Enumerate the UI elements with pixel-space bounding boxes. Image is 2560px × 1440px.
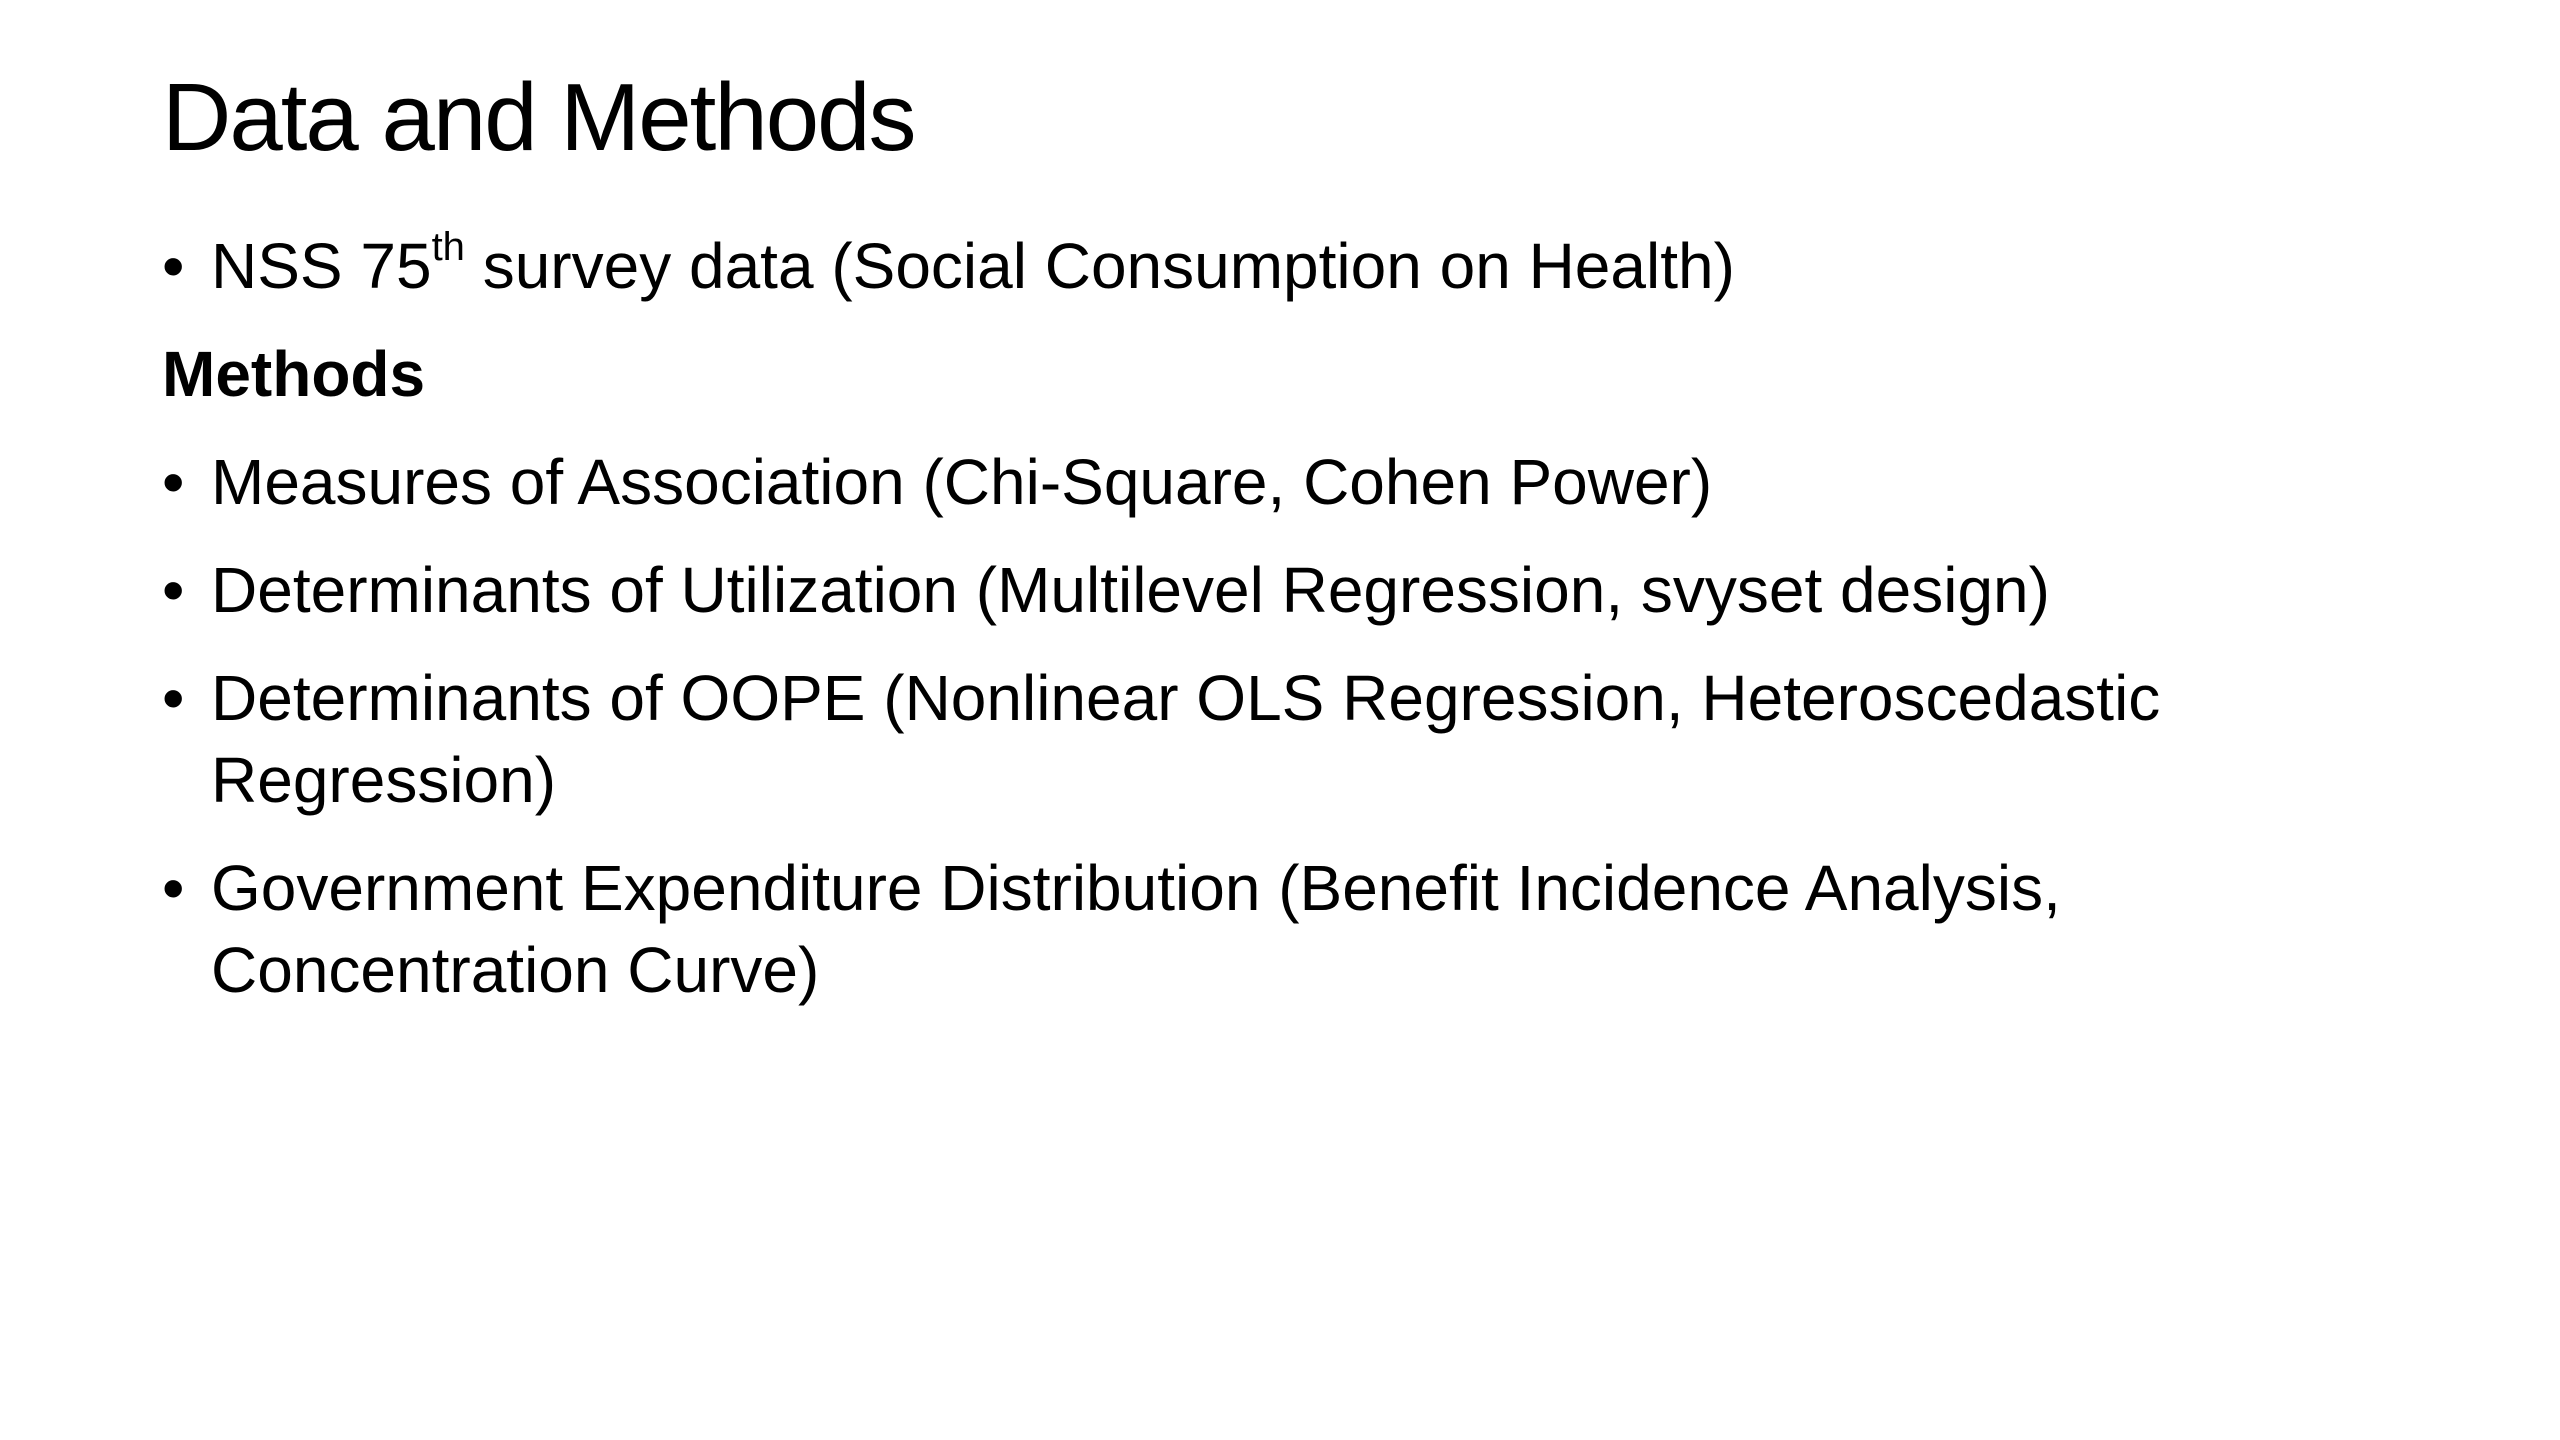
ordinal-suffix: th	[431, 224, 465, 269]
list-item-method	[162, 441, 2342, 523]
method-text: Determinants of Utilization (Multilevel Regression, svyset design)	[211, 554, 2050, 626]
method-text: Measures of Association (Chi-Square, Cohen Power)	[211, 446, 1713, 518]
list-item-data-source	[162, 225, 2342, 307]
list-item-method	[162, 657, 2342, 821]
data-source-text	[211, 225, 2342, 307]
data-source-label: NSS 75	[211, 230, 432, 302]
bullet-icon: •	[162, 446, 185, 518]
slide-title: Data and Methods	[162, 64, 915, 171]
bullet-icon: •	[162, 230, 185, 302]
bullet-icon: •	[162, 852, 185, 924]
list-item-method	[162, 549, 2342, 631]
methods-heading: Methods	[162, 338, 426, 410]
method-text: Determinants of OOPE (Nonlinear OLS Regression, Heteroscedastic Regression)	[211, 662, 2161, 816]
data-source-description: survey data (Social Consumption on Health)	[464, 230, 1735, 302]
slide-body	[162, 225, 2342, 1011]
bullet-icon: •	[162, 662, 185, 734]
method-text: Government Expenditure Distribution (Benefit Incidence Analysis, Concentration Curve)	[211, 852, 2061, 1006]
bullet-icon: •	[162, 554, 185, 626]
list-item-method	[162, 847, 2342, 1011]
